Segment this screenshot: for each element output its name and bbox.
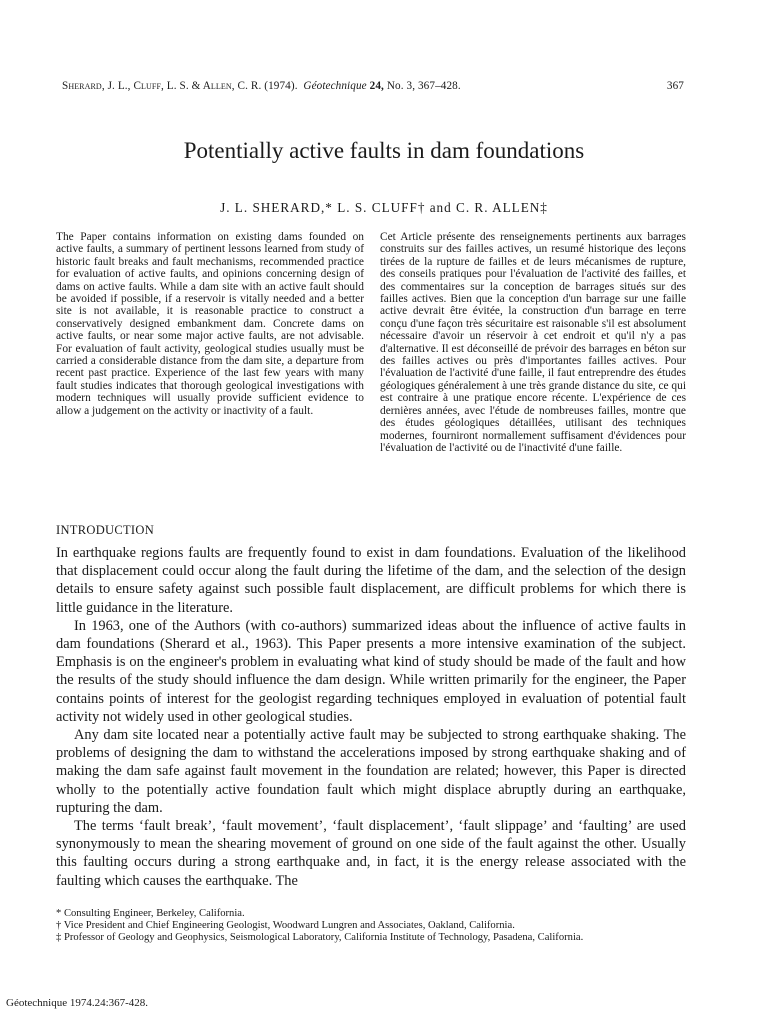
paragraph-3: Any dam site located near a potentially active fault may be subjected to strong earthquake shaking. The problems of designing the dam to withstand the accelerations imposed by strong earthquake shaking and of making the dam safe against fault movement in the foundation are related; however, this Paper is directed wholly to the potentially active foundation fault which might displace abruptly during an earthquake, rupturing the dam. (56, 727, 686, 816)
paper-title: Potentially active faults in dam foundations (183, 138, 585, 163)
paragraph-4: The terms ‘fault break’, ‘fault movement’, ‘fault displacement’, ‘fault slippage’ and ‘faulting’ are used synonymously to mean the shearing movement of ground on one side of the fault against the other. Usually this faulting occurs during a strong earthquake and, in fact, it is the energy release associated with the faulting which causes the earthquake. The (56, 818, 686, 889)
author-byline: J. L. SHERARD,* L. S. CLUFF† and C. R. ALLEN‡ (220, 200, 548, 215)
header-volume: 24, (369, 80, 384, 92)
section-heading-introduction: INTRODUCTION (56, 523, 155, 537)
header-authors: Sherard, J. L., Cluff, L. S. & Allen, C. R. (62, 80, 262, 92)
footnote-3: ‡ Professor of Geology and Geophysics, Seismological Laboratory, California Institute of Technology, Pasadena, California. (56, 931, 584, 943)
paragraph-2: In 1963, one of the Authors (with co-authors) summarized ideas about the influence of active faults in dam foundations (Sherard et al., 1963). This Paper presents a more intensive examination of the subject. Emphasis is on the engineer's problem in evaluating what kind of study should be made of the fault and how the results of the study should influence the dam design. While written primarily for the engineer, the Paper contains points of interest for the geologist regarding techniques employed in evaluation of potential fault activity not widely used in other geological studies. (56, 617, 686, 725)
source-note: Géotechnique 1974.24:367-428. (6, 997, 149, 1009)
page-number: 367 (666, 80, 684, 92)
header-issue-pages: No. 3, 367–428. (386, 80, 461, 92)
introduction-body (56, 544, 686, 890)
abstract-english: The Paper contains information on existing dams founded on active faults, a summary of pertinent lessons learned from study of historic fault breaks and fault mechanisms, recommended practice for evaluation of active faults, and opinions concerning design of dams on active faults. While a dam site with an active fault should be avoided if possible, if a reservoir is vitally needed and a better site is not available, it is reasonable practice to construct a conservatively designed embankment dam. Concrete dams on active faults, or near some major active faults, are not advisable. For evaluation of fault activity, geological studies usually must be carried a considerable distance from the dam site, a departure from recent past practice. Experience of the last few years with many fault studies indicates that thorough geological investigations with modern techniques will usually provide sufficient evidence to allow a judgement on the activity or inactivity of a fault. (56, 231, 364, 417)
footnote-2: † Vice President and Chief Engineering Geologist, Woodward Lungren and Associates, Oakland, California. (56, 919, 515, 931)
header-journal: Géotechnique (303, 80, 367, 92)
footnote-1: * Consulting Engineer, Berkeley, California. (56, 908, 245, 919)
abstract-french: Cet Article présente des renseignements pertinents aux barrages construits sur des failles actives, un resumé historique des leçons tirées de la rupture de failles et de leurs mécanismes de rupture, des conseils pratiques pour l'évaluation de l'activité des failles, et des commentaires sur la conception de barrages situés sur des failles actives. Bien que la conception d'un barrage sur une faille active devrait être évitée, la construction d'un barrage en terre conçu d'une façon très sécuritaire est raisonable s'il est absolument nécessaire d'avoir un réservoir à cet endroit et qu'il n'y a pas d'alternative. Il est déconseillé de prévoir des barrages en béton sur des failles actives ou près d'importantes failles actives. Pour l'évaluation de l'activité d'une faille, il faut entreprendre des études géologiques généralement à une très grande distance du site, ce qui est contraire à une pratique encore récente. L'expérience de ces dernières années, avec l'étude de nombreuses failles, montre que des études géologiques détaillées, utilisant des techniques modernes, fourniront normallement suffisament d'évidences pour l'évaluation de l'activité ou de l'inactivité d'une faille. (380, 231, 686, 454)
running-head (62, 80, 684, 92)
paragraph-1: In earthquake regions faults are frequently found to exist in dam foundations. Evaluation of the likelihood that displacement could occur along the fault during the lifetime of the dam, and the selection of the design details to ensure safety against such possible fault displacement, are difficult problems for which there is little guidance in the literature. (56, 545, 686, 616)
header-year: (1974). (264, 80, 298, 92)
footnotes (56, 908, 686, 943)
